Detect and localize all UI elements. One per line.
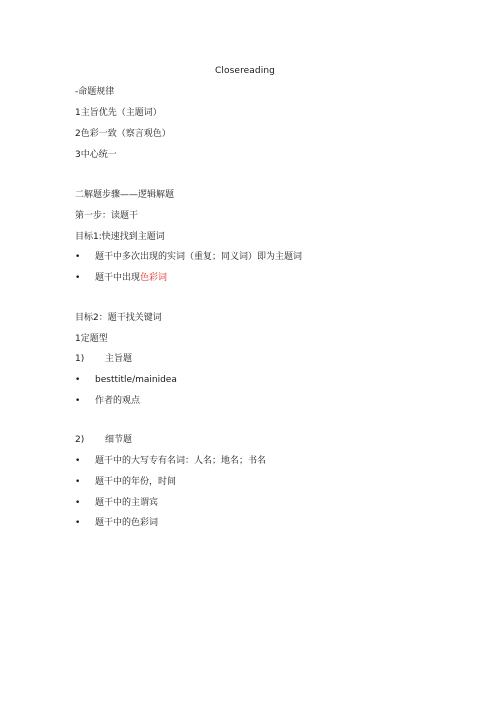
type2-bullet-2: 题干中的年份，时间 <box>95 477 177 487</box>
document-title: Closereading <box>215 66 275 76</box>
goal2-label: 目标2：题干找关键词 <box>75 313 162 323</box>
bullet-icon: • <box>75 477 81 487</box>
bullet-icon: • <box>75 252 81 262</box>
section2-heading: 二解题步骤——逻辑解题 <box>75 190 175 200</box>
type2-bullet-4: 题干中的色彩词 <box>95 518 159 528</box>
goal1-bullet-2-prefix: 题干中出现 <box>95 273 141 283</box>
bullet-icon: • <box>75 498 81 508</box>
color-word-highlight: 色彩词 <box>140 273 168 283</box>
rule-item-1: 1主旨优先（主题词） <box>75 108 162 118</box>
type1-label: 主旨题 <box>105 354 133 364</box>
bullet-icon: • <box>75 518 81 528</box>
goal1-bullet-2 <box>95 272 167 284</box>
type1-bullet-2: 作者的观点 <box>95 396 141 406</box>
type2-bullet-3: 题干中的主谓宾 <box>95 498 159 508</box>
step1-label: 第一步：读题干 <box>75 211 139 221</box>
type2-label: 细节题 <box>105 435 133 445</box>
bullet-icon: • <box>75 375 81 385</box>
goal1-bullet-1: 题干中多次出现的实词（重复；同义词）即为主题词 <box>95 252 303 262</box>
type2-bullet-1: 题干中的大写专有名词：人名；地名；书名 <box>95 456 267 466</box>
rule-item-3: 3中心统一 <box>75 150 117 160</box>
goal1-label: 目标1:快速找到主题词 <box>75 232 165 242</box>
bullet-icon: • <box>75 456 81 466</box>
rule-item-2: 2色彩一致（察言观色） <box>75 129 171 139</box>
section1-heading: -命题规律 <box>75 87 115 97</box>
define-type-label: 1定题型 <box>75 334 108 344</box>
type2-marker: 2) <box>75 435 85 445</box>
bullet-icon: • <box>75 396 81 406</box>
type1-marker: 1) <box>75 354 85 364</box>
bullet-icon: • <box>75 273 81 283</box>
type1-bullet-1: besttitle/mainidea <box>95 375 177 385</box>
